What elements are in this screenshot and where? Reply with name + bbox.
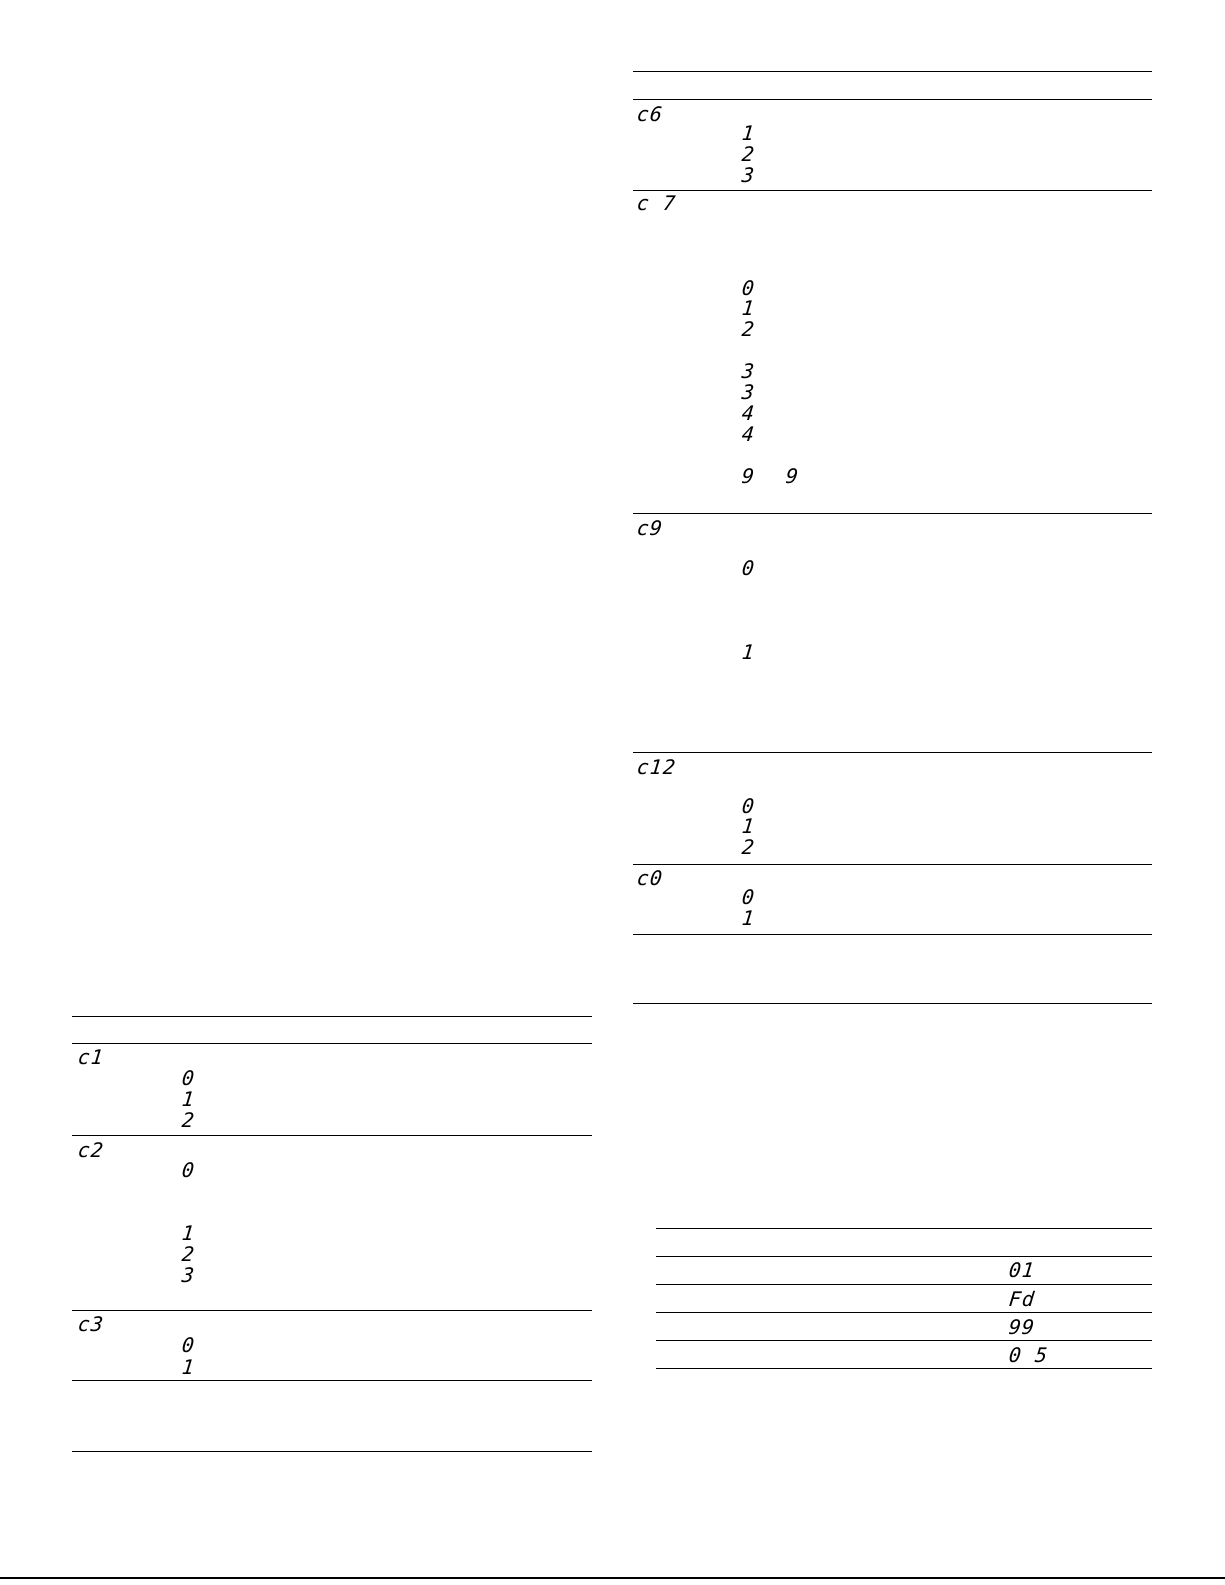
table-rule xyxy=(633,71,1152,72)
table-rule xyxy=(656,1256,1152,1257)
page-bottom-rule xyxy=(0,1577,1225,1579)
setting-value: 1 xyxy=(740,814,757,838)
setting-value: 0 xyxy=(740,794,757,818)
setting-value: 1 xyxy=(740,121,757,145)
setting-code: c3 xyxy=(76,1312,106,1336)
setting-value: 4 xyxy=(740,401,757,425)
setting-value: 0 xyxy=(740,556,757,580)
setting-value: 1 xyxy=(740,640,757,664)
setting-code: c 7 xyxy=(635,191,678,215)
table-value: 01 xyxy=(1007,1258,1037,1282)
setting-value: 4 xyxy=(740,422,757,446)
table-rule xyxy=(656,1312,1152,1313)
table-rule xyxy=(633,190,1152,191)
table-value: 0 5 xyxy=(1007,1343,1050,1367)
table-rule xyxy=(633,1003,1152,1004)
table-rule xyxy=(633,99,1152,100)
setting-value: 1 xyxy=(740,296,757,320)
setting-value: 0 xyxy=(180,1333,197,1357)
table-rule xyxy=(633,513,1152,514)
setting-value: 0 xyxy=(180,1066,197,1090)
table-rule xyxy=(656,1284,1152,1285)
table-rule xyxy=(656,1340,1152,1341)
table-rule xyxy=(72,1380,592,1381)
setting-value: 1 xyxy=(740,906,757,930)
setting-value: 3 xyxy=(740,359,757,383)
setting-value: 1 xyxy=(180,1087,197,1111)
setting-code: c9 xyxy=(635,516,665,540)
setting-value: 3 xyxy=(180,1263,197,1287)
table-rule xyxy=(633,752,1152,753)
setting-value: 1 xyxy=(180,1221,197,1245)
table-rule xyxy=(72,1016,592,1017)
table-value: 99 xyxy=(1007,1315,1037,1339)
setting-value: 3 xyxy=(740,380,757,404)
table-rule xyxy=(656,1228,1152,1229)
setting-value: 3 xyxy=(740,163,757,187)
table-rule xyxy=(656,1368,1152,1369)
table-rule xyxy=(72,1043,592,1044)
setting-code: c0 xyxy=(635,866,665,890)
setting-code: c1 xyxy=(76,1045,106,1069)
table-rule xyxy=(633,864,1152,865)
table-value: Fd xyxy=(1007,1287,1037,1311)
table-rule xyxy=(72,1135,592,1136)
setting-value: 2 xyxy=(180,1108,197,1132)
setting-value: 9 xyxy=(740,464,757,488)
setting-value: 0 xyxy=(180,1158,197,1182)
setting-code: c12 xyxy=(635,755,678,779)
table-rule xyxy=(72,1451,592,1452)
setting-value: 2 xyxy=(180,1242,197,1266)
setting-value: 9 xyxy=(784,464,801,488)
table-rule xyxy=(72,1310,592,1311)
setting-value: 2 xyxy=(740,317,757,341)
setting-value: 1 xyxy=(180,1355,197,1379)
setting-value: 0 xyxy=(740,885,757,909)
setting-value: 0 xyxy=(740,276,757,300)
setting-value: 2 xyxy=(740,142,757,166)
setting-value: 2 xyxy=(740,835,757,859)
setting-code: c6 xyxy=(635,102,665,126)
setting-code: c2 xyxy=(76,1138,106,1162)
table-rule xyxy=(633,934,1152,935)
